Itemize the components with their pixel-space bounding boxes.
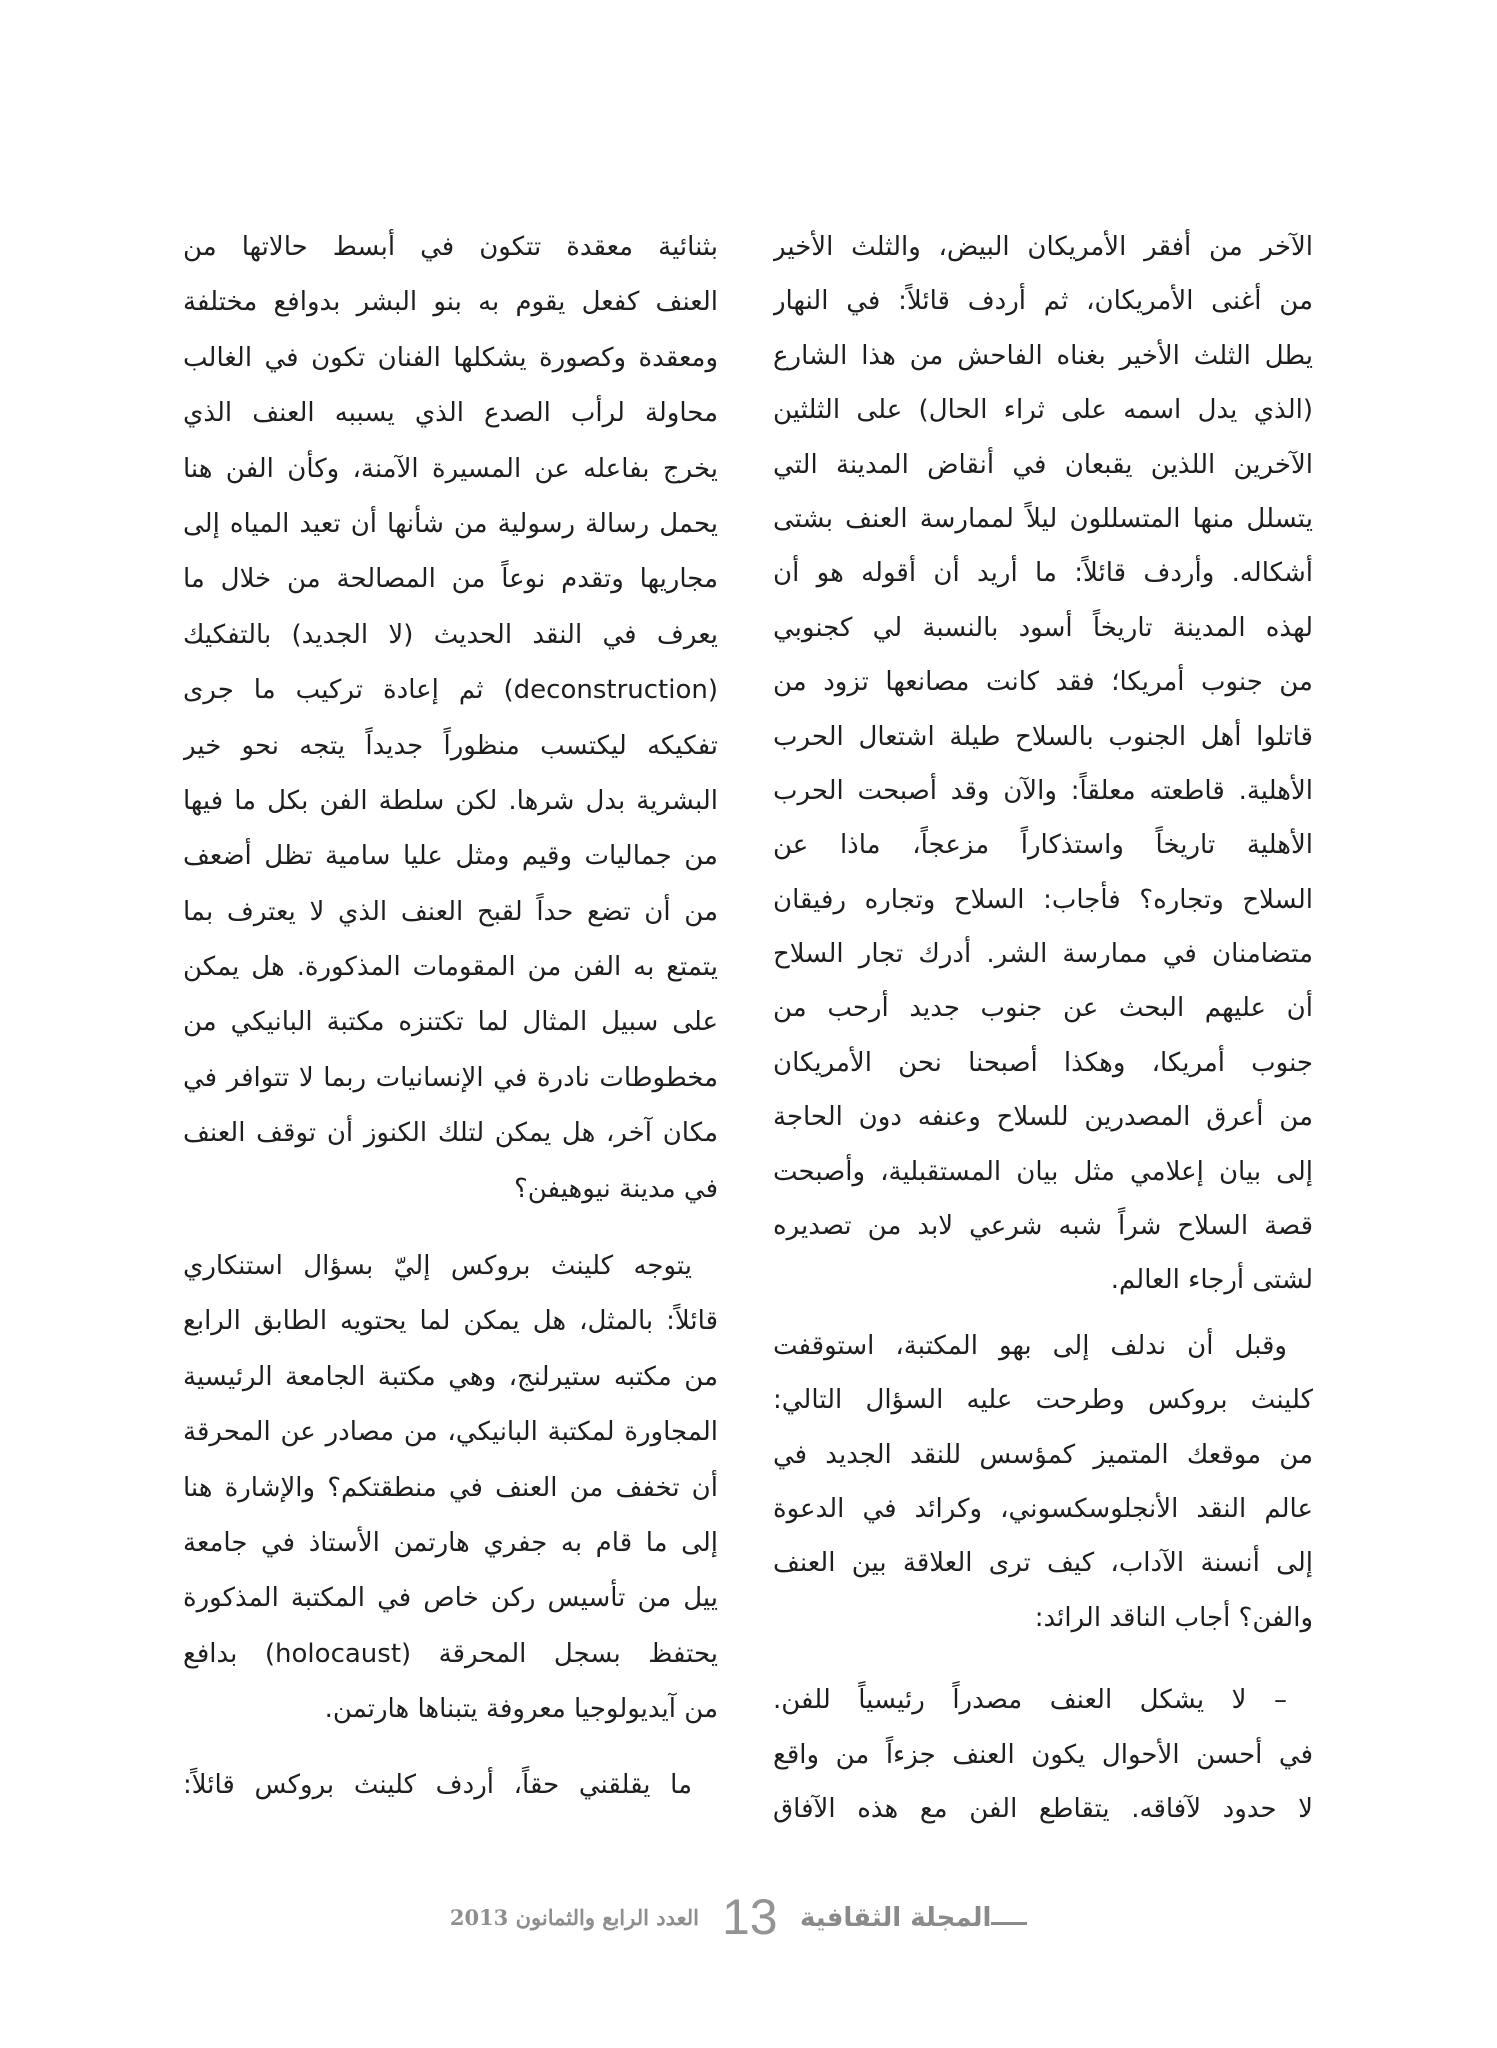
paragraph — [183, 220, 718, 1217]
text-line: يتسلل منها المتسللون ليلاً لممارسة العنف بشتى — [773, 503, 1313, 534]
paragraph — [773, 1319, 1313, 1645]
text-line: عالم النقد الأنجلوسكسوني، وكرائد في الدعوة — [773, 1493, 1313, 1524]
text-line: بثنائية معقدة تتكون في أبسط حالاتها من — [183, 232, 718, 262]
issue-label: العدد الرابع والثمانون 2013 — [449, 1905, 699, 1930]
text-line: (deconstruction) ثم إعادة تركيب ما جرى — [183, 675, 718, 706]
text-line: السلاح وتجاره؟ فأجاب: السلاح وتجاره رفيقان — [773, 884, 1313, 915]
text-line: جنوب أمريكا، وهكذا أصبحنا نحن الأمريكان — [773, 1047, 1313, 1078]
right-column — [773, 220, 1313, 1836]
text-line: لهذه المدينة تاريخاً أسود بالنسبة لي كجنوبي — [773, 612, 1313, 643]
paragraph — [773, 1673, 1313, 1836]
text-line: ييل من تأسيس ركن خاص في المكتبة المذكورة — [183, 1583, 718, 1614]
text-line: الآخرين اللذين يقبعان في أنقاض المدينة التي — [773, 449, 1313, 480]
text-line: ومعقدة وكصورة يشكلها الفنان تكون في الغالب — [183, 342, 718, 373]
text-line: الأهلية. قاطعته معلقاً: والآن وقد أصبحت الحرب — [773, 775, 1313, 806]
left-column — [183, 220, 718, 1813]
text-line: – لا يشكل العنف مصدراً رئيسياً للفن. — [773, 1685, 1287, 1716]
text-line: يتوجه كلينث بروكس إليّ بسؤال استنكاري — [183, 1251, 692, 1282]
text-line: محاولة لرأب الصدع الذي يسببه العنف الذي — [183, 398, 718, 429]
magazine-name: المجلة الثقافية — [800, 1903, 992, 1933]
text-line: من مكتبه ستيرلنج، وهي مكتبة الجامعة الرئيسية — [183, 1361, 718, 1392]
text-line: البشرية بدل شرها. لكن سلطة الفن بكل ما فيها — [183, 785, 718, 816]
text-line: مجاريها وتقدم نوعاً من المصالحة من خلال ما — [183, 564, 718, 595]
text-line: قائلاً: بالمثل، هل يمكن لما يحتويه الطابق الرابع — [183, 1306, 718, 1337]
text-line: يتمتع به الفن من المقومات المذكورة. هل يمكن — [183, 952, 718, 983]
text-line: لشتى أرجاء العالم. — [1110, 1265, 1313, 1296]
text-line: من آيديولوجيا معروفة يتبناها هارتمن. — [324, 1694, 718, 1725]
text-line: يخرج بفاعله عن المسيرة الآمنة، وكأن الفن هنا — [183, 453, 718, 484]
page-number: 13 — [722, 1889, 778, 1945]
paragraph — [183, 1758, 718, 1813]
text-line: أشكاله. وأردف قائلاً: ما أريد أن أقوله هو أن — [773, 558, 1313, 589]
text-line: متضامنان في ممارسة الشر. أدرك تجار السلاح — [773, 939, 1313, 970]
text-line: يعرف في النقد الحديث (لا الجديد) بالتفكيك — [183, 619, 718, 650]
text-line: وقبل أن ندلف إلى بهو المكتبة، استوقفت — [773, 1330, 1287, 1361]
text-line: في مدينة نيوهيفن؟ — [513, 1173, 718, 1204]
text-line: تفكيكه ليكتسب منظوراً جديداً يتجه نحو خير — [183, 730, 718, 761]
text-line: الآخر من أفقر الأمريكان البيض، والثلث الأخير — [773, 232, 1313, 262]
text-line: قاتلوا أهل الجنوب بالسلاح طيلة اشتعال الحرب — [773, 721, 1313, 752]
text-line: يحمل رسالة رسولية من شأنها أن تعيد المياه إلى — [183, 508, 718, 539]
text-line: يطل الثلث الأخير بغناه الفاحش من هذا الشارع — [773, 340, 1313, 371]
text-line: إلى ما قام به جفري هارتمن الأستاذ في جامعة — [183, 1527, 718, 1558]
text-line: أن عليهم البحث عن جنوب جديد أرحب من — [773, 993, 1313, 1024]
text-line: على سبيل المثال لما تكتنزه مكتبة البانيكي من — [183, 1007, 718, 1038]
text-line: كلينث بروكس وطرحت عليه السؤال التالي: — [773, 1385, 1313, 1416]
logo-rule — [991, 1922, 1027, 1925]
text-line: من أن تضع حداً لقبح العنف الذي لا يعترف بما — [183, 896, 718, 927]
text-line: العنف كفعل يقوم به بنو البشر بدوافع مختلفة — [183, 287, 718, 318]
paragraph — [773, 220, 1313, 1308]
text-line: الأهلية تاريخاً واستذكاراً مزعجاً، ماذا عن — [773, 830, 1313, 861]
text-line: من موقعك المتميز كمؤسس للنقد الجديد في — [773, 1439, 1313, 1470]
text-line: أن تخفف من العنف في منطقتكم؟ والإشارة هنا — [183, 1472, 718, 1503]
text-line: في أحسن الأحوال يكون العنف جزءاً من واقع — [773, 1739, 1313, 1770]
text-line: من أعرق المصدرين للسلاح وعنفه دون الحاجة — [773, 1102, 1313, 1133]
text-line: مخطوطات نادرة في الإنسانيات ربما لا تتوافر في — [183, 1062, 718, 1093]
text-line: المجاورة لمكتبة البانيكي، من مصادر عن المحرقة — [183, 1417, 718, 1448]
text-line: من أغنى الأمريكان، ثم أردف قائلاً: في النهار — [773, 286, 1313, 317]
text-line: والفن؟ أجاب الناقد الرائد: — [1034, 1602, 1313, 1633]
text-line: ما يقلقني حقاً، أردف كلينث بروكس قائلاً: — [183, 1769, 692, 1800]
text-line: مكان آخر، هل يمكن لتلك الكنوز أن توقف العنف — [183, 1118, 718, 1149]
text-line: قصة السلاح شراً شبه شرعي لابد من تصديره — [773, 1211, 1313, 1242]
text-line: (الذي يدل اسمه على ثراء الحال) على الثلثين — [773, 395, 1313, 426]
text-line: من جنوب أمريكا؛ فقد كانت مصانعها تزود من — [773, 667, 1313, 698]
text-line: إلى بيان إعلامي مثل بيان المستقبلية، وأصبحت — [773, 1156, 1313, 1187]
text-line: من جماليات وقيم ومثل عليا سامية تظل أضعف — [183, 841, 718, 872]
paragraph — [183, 1239, 718, 1738]
magazine-logo — [800, 1894, 1027, 1942]
text-line: يحتفظ بسجل المحرقة (holocaust) بدافع — [183, 1638, 718, 1669]
text-line: لا حدود لآفاقه. يتقاطع الفن مع هذه الآفاق — [773, 1793, 1313, 1824]
text-line: إلى أنسنة الآداب، كيف ترى العلاقة بين العنف — [773, 1548, 1313, 1579]
